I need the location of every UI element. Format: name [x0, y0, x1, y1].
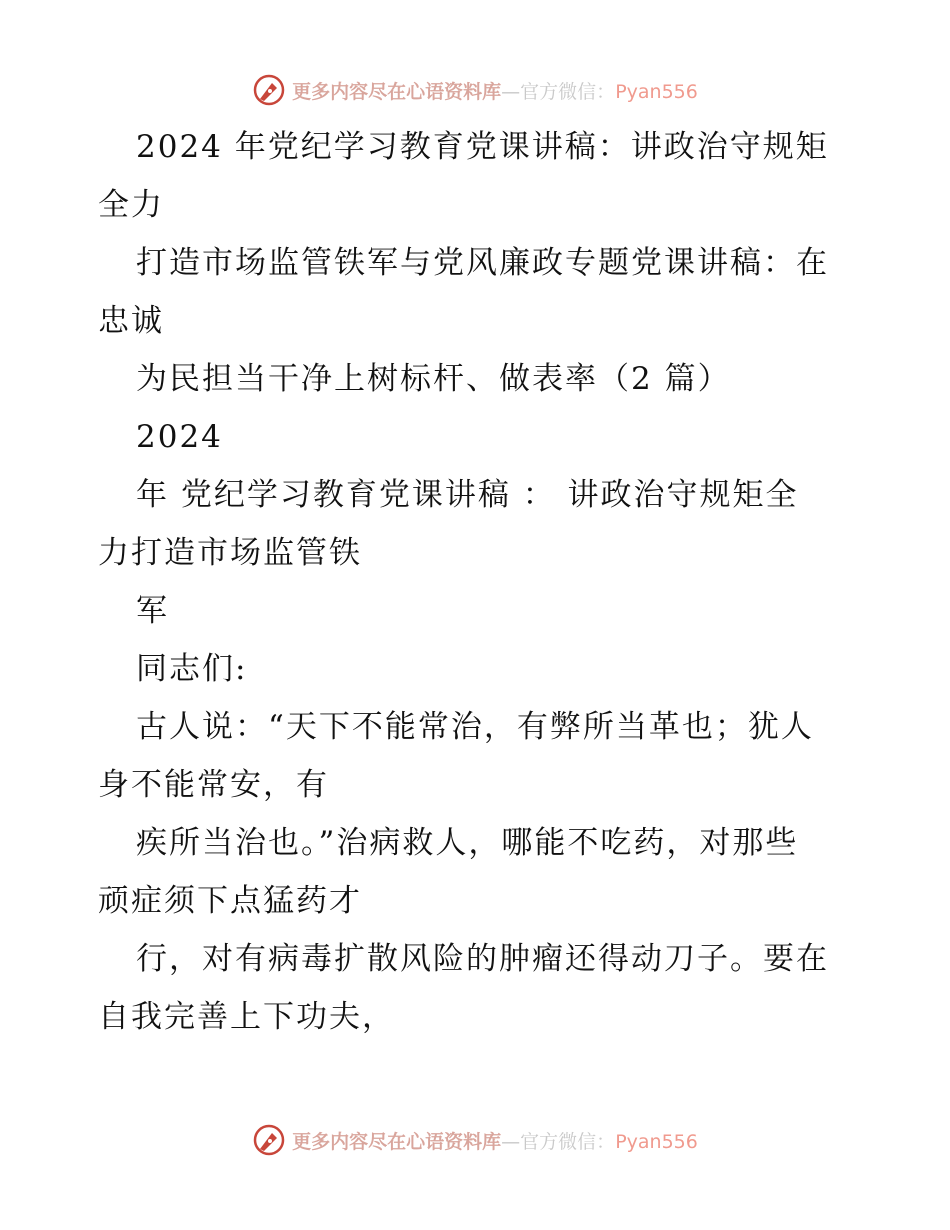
text-line: 为民担当干净上树标杆、做表率（2 篇）: [136, 361, 731, 397]
text-line: 年 党纪学习教育党课讲稿 ： 讲政治守规矩全: [136, 477, 799, 513]
text-line: 忠诚: [98, 303, 164, 339]
text-line: 打造市场监管铁军与党风廉政专题党课讲稿：在: [136, 245, 829, 281]
watermark-wechat-label: 官方微信：: [520, 1130, 616, 1153]
text-line: 身不能常安，有: [98, 767, 329, 803]
text-line: 行，对有病毒扩散风险的肿瘤还得动刀子。要在: [136, 941, 829, 977]
watermark-dash: —: [501, 1130, 521, 1153]
header-watermark: [0, 70, 950, 110]
text-line: 古人说：“天下不能常治，有弊所当革也；犹人: [136, 709, 814, 745]
text-line: 2024 年党纪学习教育党课讲稿：讲政治守规矩: [136, 129, 829, 165]
text-line: 全力: [98, 187, 164, 223]
text-line: 疾所当治也。”治病救人，哪能不吃药，对那些: [136, 825, 799, 861]
watermark-wechat-label: 官方微信：: [520, 80, 616, 103]
watermark-dash: —: [501, 80, 521, 103]
watermark-text: [292, 1127, 698, 1154]
watermark-wechat-handle: Pyan556: [615, 1130, 698, 1153]
watermark-site-text: 更多内容尽在心语资料库: [292, 1130, 502, 1153]
text-line: 军: [136, 593, 169, 629]
text-line: 力打造市场监管铁: [98, 535, 362, 571]
text-line: 自我完善上下功夫，: [98, 999, 395, 1035]
text-line: 同志们:: [136, 651, 248, 687]
text-line: 2024: [136, 419, 223, 455]
pen-nib-logo-icon: [252, 73, 286, 107]
document-body: [98, 118, 858, 1046]
pen-nib-logo-icon: [252, 1123, 286, 1157]
footer-watermark: [0, 1120, 950, 1160]
watermark-site-text: 更多内容尽在心语资料库: [292, 80, 502, 103]
text-line: 顽症须下点猛药才: [98, 883, 362, 919]
watermark-text: [292, 77, 698, 104]
watermark-wechat-handle: Pyan556: [615, 80, 698, 103]
